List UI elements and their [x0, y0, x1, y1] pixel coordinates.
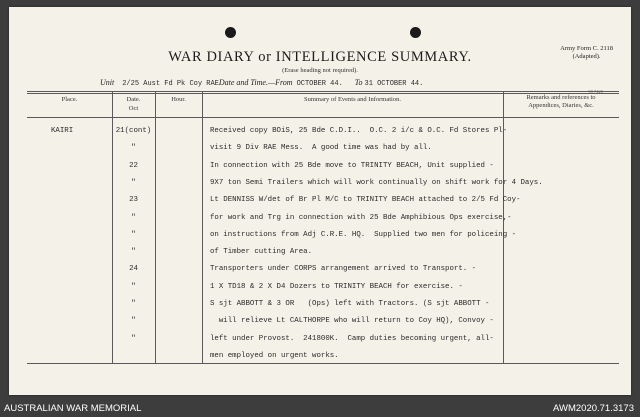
row-summary-text: visit 9 Div RAE Mess. A good time was had by all. [210, 144, 432, 153]
row-date: " [131, 230, 136, 239]
column-divider [155, 91, 156, 363]
row-summary-text: men employed on urgent works. [210, 351, 339, 360]
row-summary-text: for work and Trg in connection with 25 Bde Amphibious Ops exercise,- [210, 213, 512, 222]
row-date: " [131, 248, 136, 257]
column-header-hour: Hour. [171, 96, 186, 103]
row-date: " [131, 144, 136, 153]
header-bottom-rule [27, 117, 619, 118]
row-summary-text: Transporters under CORPS arrangement arrived to Transport. - [210, 265, 477, 274]
unit-line [100, 78, 423, 88]
from-value: OCTOBER 44. [296, 80, 343, 88]
row-summary-text: 1 X TD18 & 2 X D4 Dozers to TRINITY BEACH for exercise. - [210, 282, 463, 291]
punch-hole [410, 27, 421, 38]
column-divider [202, 91, 203, 363]
row-date: 24 [129, 265, 138, 274]
army-form-label [560, 45, 613, 61]
table-top-rule [27, 91, 619, 92]
row-summary-text: S sjt ABBOTT & 3 OR (Ops) left with Tractors. (S sjt ABBOTT - [210, 300, 490, 308]
punch-hole [225, 27, 236, 38]
footer-accession-number: AWM2020.71.3173 [553, 403, 634, 414]
row-date: " [131, 178, 136, 187]
row-summary-text: Received copy BOiS, 25 Bde C.D.I.. O.C. 2 i/c & O.C. Fd Stores Pl- [210, 127, 508, 135]
page-subtitle: (Erase heading not required). [282, 67, 358, 74]
army-form-number: Army Form C. 2118 [560, 45, 613, 52]
row-summary-text: of Timber cutting Area. [210, 248, 313, 257]
unit-value: 2/25 Aust Fd Pk Coy RAE [122, 80, 219, 88]
remarks-line-1: Remarks and references to [526, 94, 596, 101]
army-form-adapted: (Adapted). [572, 53, 601, 60]
column-header-place: Place. [61, 96, 78, 103]
table-bottom-rule [27, 363, 619, 364]
footer-credit: AUSTRALIAN WAR MEMORIAL [4, 403, 142, 414]
row-date: " [131, 317, 136, 326]
column-header-date: Date. [126, 96, 141, 103]
diary-page [9, 7, 631, 395]
unit-label: Unit [100, 78, 115, 87]
row-summary-text: Lt DENNISS W/det of Br Pl M/C to TRINITY BEACH attached to 2/5 Fd Coy- [210, 196, 521, 205]
row-summary-text: on instructions from Adj C.R.E. HQ. Supplied two men for policeing - [210, 230, 517, 239]
row-date: 21(cont) [115, 127, 152, 135]
row-date: " [131, 300, 136, 308]
page-title: WAR DIARY or INTELLIGENCE SUMMARY. [168, 49, 472, 65]
row-summary-text: 9X7 ton Semi Trailers which will work continually on shift work for 4 Days. [210, 178, 543, 187]
column-header-summary: Summary of Events and Information. [304, 96, 401, 103]
to-label: To [354, 78, 363, 87]
row-summary-text: In connection with 25 Bde move to TRINITY BEACH, Unit supplied - [210, 161, 494, 170]
row-summary-text: will relieve Lt CALTHORPE who will return to Coy HQ), Convoy - [210, 317, 494, 326]
column-header-date-month: Oct [128, 105, 139, 112]
date-time-label: Date and Time.—From [218, 78, 293, 87]
row-place: KAIRI [51, 127, 74, 135]
to-value: 31 OCTOBER 44. [364, 80, 424, 88]
row-date: " [131, 282, 136, 291]
row-date: " [131, 213, 136, 222]
column-header-remarks [503, 94, 619, 110]
row-date: " [131, 334, 136, 343]
row-date: 23 [129, 196, 138, 205]
row-date: 22 [129, 161, 138, 170]
footer-bar [0, 401, 640, 417]
row-summary-text: left under Provost. 241800K. Camp duties becoming urgent, all- [210, 334, 494, 343]
remarks-line-2: Appendices, Diaries, &c. [528, 102, 594, 109]
